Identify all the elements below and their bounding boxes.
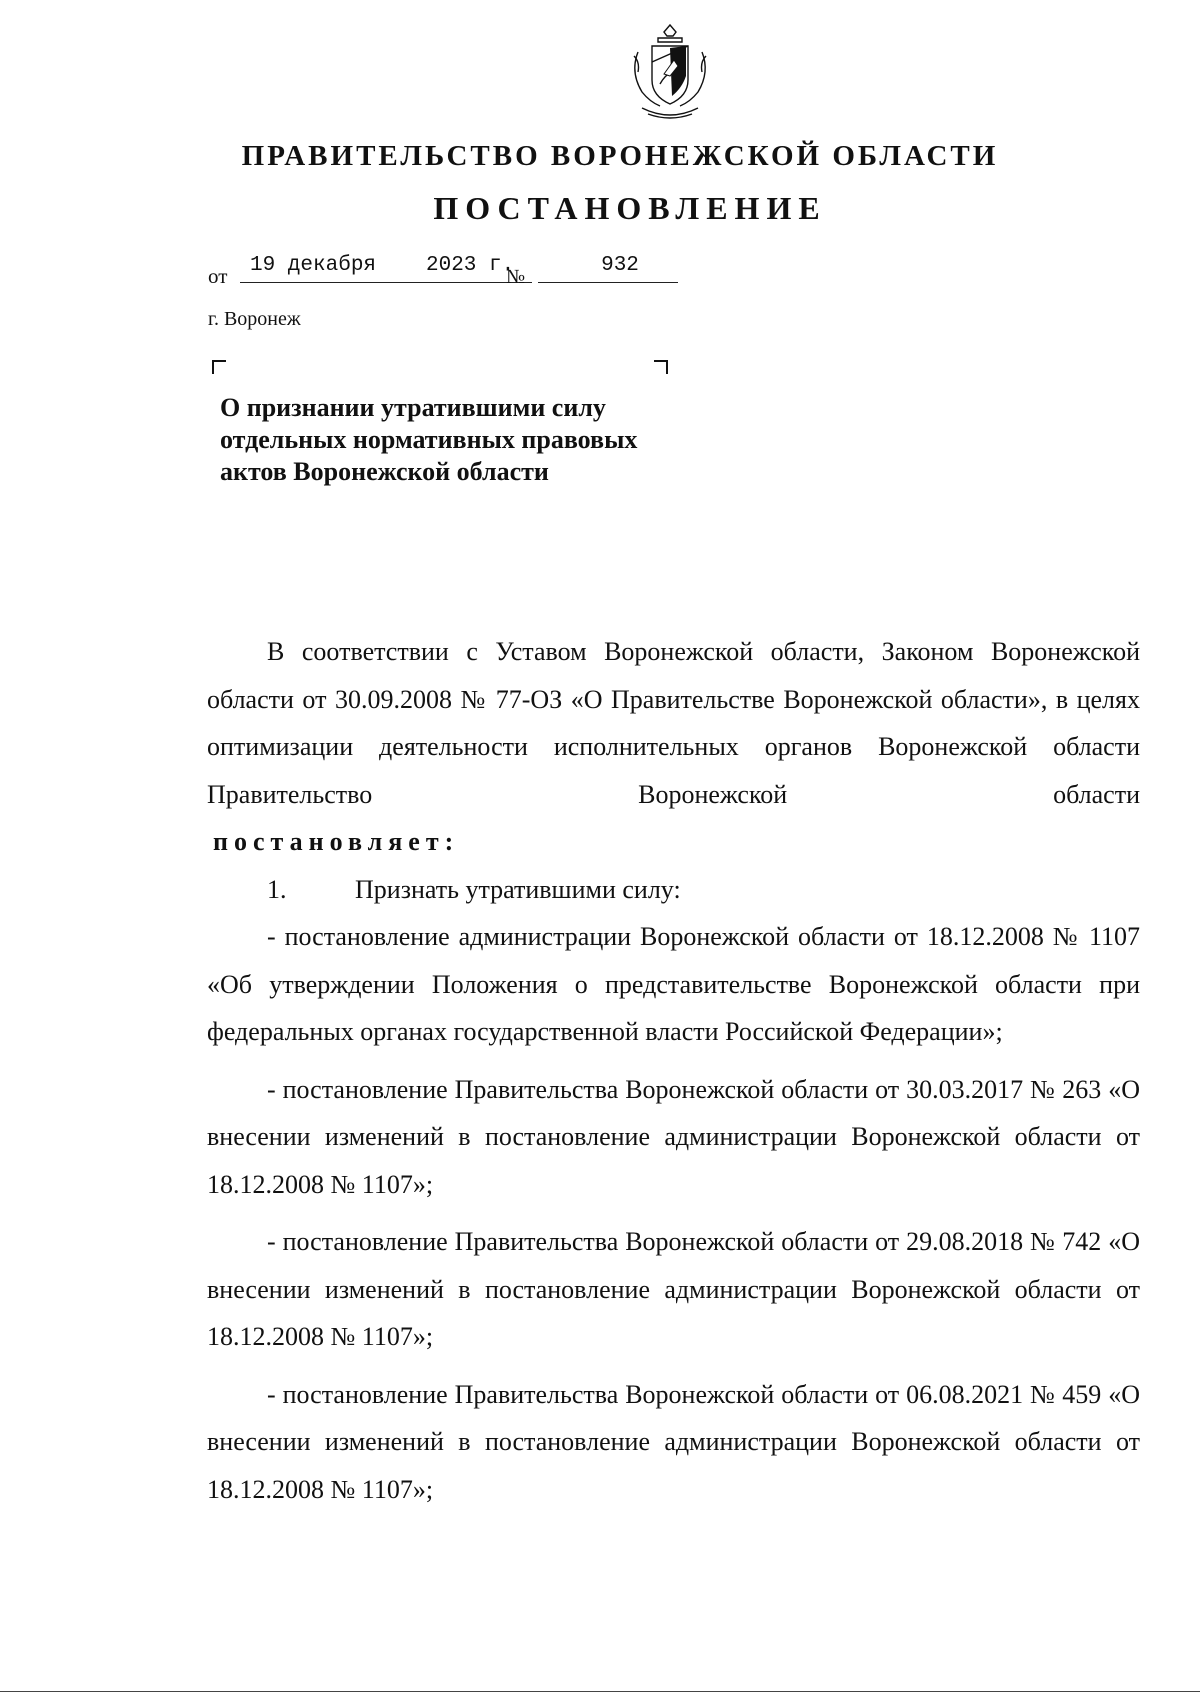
document-body	[207, 628, 1140, 1513]
subject-corner-left	[212, 360, 226, 374]
list-item: - постановление Правительства Воронежской области от 06.08.2021 № 459 «О внесении изменений в постановление администрации Воронежской области от 18.12.2008 № 1107»;	[207, 1379, 1140, 1504]
date-number-row	[208, 254, 688, 288]
list-item: - постановление Правительства Воронежской области от 30.03.2017 № 263 «О внесении изменений в постановление администрации Воронежской области от 18.12.2008 № 1107»;	[207, 1074, 1140, 1199]
item-text: Признать утратившими силу:	[355, 874, 681, 904]
document-year: 2023 г.	[426, 254, 515, 277]
number-sign: №	[506, 266, 526, 288]
subject-corner-right	[654, 360, 668, 374]
document-number: 932	[601, 254, 639, 277]
list-item-1	[207, 866, 1140, 914]
document-date: 19 декабря	[250, 254, 377, 277]
coat-of-arms-icon	[628, 22, 712, 124]
document-type: ПОСТАНОВЛЕНИЕ	[433, 190, 827, 226]
page-bottom-edge	[0, 1691, 1200, 1692]
document-subject: О признании утратившими силу отдельных нормативных правовых актов Воронежской области	[220, 393, 638, 486]
list-item: - постановление администрации Воронежской области от 18.12.2008 № 1107 «Об утверждении Положения о представительстве Воронежской области при федеральных органах государственной власти Российской Федерации»;	[207, 922, 1140, 1046]
item-number: 1.	[267, 874, 287, 904]
number-underline	[538, 282, 678, 283]
government-name: ПРАВИТЕЛЬСТВО ВОРОНЕЖСКОЙ ОБЛАСТИ	[241, 140, 999, 172]
city: г. Воронеж	[208, 308, 301, 330]
date-underline	[240, 282, 532, 283]
date-prefix: от	[208, 264, 228, 288]
preamble-paragraph: В соответствии с Уставом Воронежской области, Законом Воронежской области от 30.09.2008 № 77-ОЗ «О Правительстве Воронежской области», в целях оптимизации деятельности исполнительных органов Воронежской области Правительство Воронежской области	[207, 637, 1140, 809]
resolves-word: постановляет:	[213, 827, 460, 856]
list-item: - постановление Правительства Воронежской области от 29.08.2018 № 742 «О внесении изменений в постановление администрации Воронежской области от 18.12.2008 № 1107»;	[207, 1227, 1140, 1351]
